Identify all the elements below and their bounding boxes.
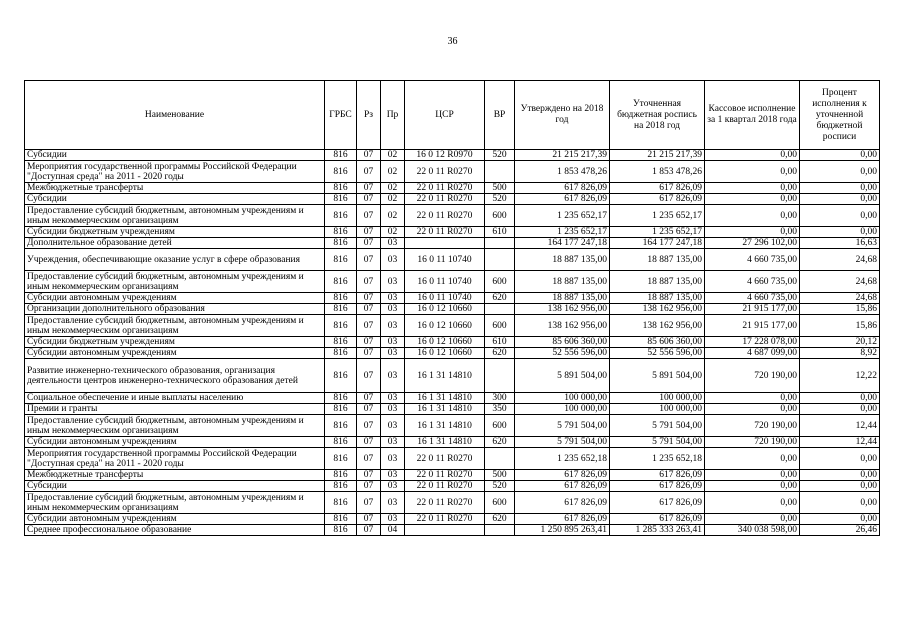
table-row: [25, 227, 880, 238]
cell-cash: 21 915 177,00: [705, 304, 800, 315]
cell-vr: 520: [485, 150, 515, 161]
cell-vr: 520: [485, 481, 515, 492]
cell-grbs: 816: [325, 525, 357, 536]
cell-rz: 07: [357, 161, 381, 183]
cell-csr: 22 0 11 R0270: [405, 470, 485, 481]
cell-revised: 5 791 504,00: [610, 415, 705, 437]
cell-approved: 5 891 504,00: [515, 359, 610, 393]
cell-revised: 617 826,09: [610, 481, 705, 492]
cell-grbs: 816: [325, 249, 357, 271]
cell-approved: 100 000,00: [515, 404, 610, 415]
cell-rz: 07: [357, 415, 381, 437]
cell-percent: 0,00: [800, 492, 880, 514]
cell-pr: 03: [381, 514, 405, 525]
header-revised: Уточненная бюджетная роспись на 2018 год: [610, 81, 705, 150]
cell-revised: 1 235 652,17: [610, 227, 705, 238]
cell-approved: 617 826,09: [515, 492, 610, 514]
cell-name: Предоставление субсидий бюджетным, автономным учреждениям и иным некоммерческим организациям: [25, 415, 325, 437]
cell-name: Премии и гранты: [25, 404, 325, 415]
cell-csr: 16 0 11 10740: [405, 271, 485, 293]
cell-rz: 07: [357, 437, 381, 448]
table-row: [25, 437, 880, 448]
cell-approved: 1 235 652,17: [515, 205, 610, 227]
cell-name: Развитие инженерно-технического образования, организация деятельности центров инженерно-технического образования детей: [25, 359, 325, 393]
cell-revised: 617 826,09: [610, 194, 705, 205]
cell-revised: 5 891 504,00: [610, 359, 705, 393]
cell-approved: 1 235 652,17: [515, 227, 610, 238]
table-row: [25, 348, 880, 359]
cell-grbs: 816: [325, 315, 357, 337]
cell-rz: 07: [357, 393, 381, 404]
cell-rz: 07: [357, 194, 381, 205]
cell-percent: 0,00: [800, 227, 880, 238]
cell-pr: 02: [381, 183, 405, 194]
cell-revised: 138 162 956,00: [610, 315, 705, 337]
cell-cash: 0,00: [705, 481, 800, 492]
cell-vr: 610: [485, 337, 515, 348]
cell-percent: 24,68: [800, 271, 880, 293]
cell-cash: 0,00: [705, 183, 800, 194]
table-row: [25, 315, 880, 337]
cell-cash: 4 660 735,00: [705, 293, 800, 304]
cell-csr: 16 0 12 10660: [405, 348, 485, 359]
cell-csr: 16 1 31 14810: [405, 404, 485, 415]
cell-percent: 0,00: [800, 183, 880, 194]
cell-pr: 03: [381, 492, 405, 514]
cell-vr: [485, 304, 515, 315]
cell-vr: 350: [485, 404, 515, 415]
cell-pr: 02: [381, 161, 405, 183]
cell-percent: 15,86: [800, 304, 880, 315]
cell-revised: 5 791 504,00: [610, 437, 705, 448]
cell-approved: 164 177 247,18: [515, 238, 610, 249]
cell-approved: 100 000,00: [515, 393, 610, 404]
table-row: [25, 205, 880, 227]
cell-vr: 600: [485, 271, 515, 293]
cell-vr: 600: [485, 315, 515, 337]
header-vr: ВР: [485, 81, 515, 150]
cell-percent: 12,22: [800, 359, 880, 393]
cell-rz: 07: [357, 271, 381, 293]
cell-vr: [485, 359, 515, 393]
cell-vr: 500: [485, 470, 515, 481]
table-row: [25, 293, 880, 304]
cell-csr: 16 0 12 10660: [405, 337, 485, 348]
table-row: [25, 404, 880, 415]
cell-rz: 07: [357, 293, 381, 304]
cell-grbs: 816: [325, 293, 357, 304]
cell-pr: 03: [381, 249, 405, 271]
cell-csr: 22 0 11 R0270: [405, 514, 485, 525]
cell-cash: 0,00: [705, 470, 800, 481]
cell-grbs: 816: [325, 492, 357, 514]
cell-pr: 03: [381, 293, 405, 304]
cell-revised: 617 826,09: [610, 492, 705, 514]
cell-revised: 52 556 596,00: [610, 348, 705, 359]
cell-approved: 18 887 135,00: [515, 271, 610, 293]
cell-pr: 03: [381, 415, 405, 437]
table-row: [25, 470, 880, 481]
cell-cash: 4 687 099,00: [705, 348, 800, 359]
cell-pr: 03: [381, 404, 405, 415]
cell-grbs: 816: [325, 415, 357, 437]
cell-rz: 07: [357, 514, 381, 525]
table-row: [25, 514, 880, 525]
cell-csr: 22 0 11 R0270: [405, 194, 485, 205]
cell-approved: 85 606 360,00: [515, 337, 610, 348]
cell-percent: 16,63: [800, 238, 880, 249]
cell-vr: [485, 249, 515, 271]
cell-vr: 620: [485, 348, 515, 359]
cell-name: Субсидии бюджетным учреждениям: [25, 227, 325, 238]
cell-csr: 16 1 31 14810: [405, 415, 485, 437]
cell-vr: 500: [485, 183, 515, 194]
cell-csr: 16 0 12 10660: [405, 304, 485, 315]
cell-name: Субсидии автономным учреждениям: [25, 348, 325, 359]
cell-revised: 18 887 135,00: [610, 249, 705, 271]
cell-grbs: 816: [325, 348, 357, 359]
cell-name: Предоставление субсидий бюджетным, автономным учреждениям и иным некоммерческим организациям: [25, 315, 325, 337]
cell-vr: 600: [485, 415, 515, 437]
cell-grbs: 816: [325, 404, 357, 415]
cell-revised: 21 215 217,39: [610, 150, 705, 161]
table-row: [25, 238, 880, 249]
cell-approved: 138 162 956,00: [515, 315, 610, 337]
cell-approved: 617 826,09: [515, 481, 610, 492]
cell-vr: 620: [485, 514, 515, 525]
cell-pr: 03: [381, 238, 405, 249]
cell-grbs: 816: [325, 161, 357, 183]
cell-grbs: 816: [325, 150, 357, 161]
cell-rz: 07: [357, 404, 381, 415]
cell-grbs: 816: [325, 448, 357, 470]
page-number: 36: [447, 36, 458, 47]
table-header-row: [25, 81, 880, 150]
cell-rz: 07: [357, 359, 381, 393]
cell-approved: 617 826,09: [515, 514, 610, 525]
table-row: [25, 525, 880, 536]
cell-pr: 03: [381, 359, 405, 393]
cell-vr: 300: [485, 393, 515, 404]
table-row: [25, 337, 880, 348]
cell-csr: 22 0 11 R0270: [405, 183, 485, 194]
table-row: [25, 271, 880, 293]
header-cash: Кассовое исполнение за 1 квартал 2018 года: [705, 81, 800, 150]
cell-vr: 610: [485, 227, 515, 238]
table-row: [25, 194, 880, 205]
cell-cash: 0,00: [705, 514, 800, 525]
cell-vr: 600: [485, 205, 515, 227]
cell-revised: 617 826,09: [610, 514, 705, 525]
cell-vr: [485, 525, 515, 536]
cell-approved: 138 162 956,00: [515, 304, 610, 315]
table-row: [25, 304, 880, 315]
table-row: [25, 415, 880, 437]
cell-percent: 0,00: [800, 481, 880, 492]
cell-approved: 1 853 478,26: [515, 161, 610, 183]
cell-approved: 21 215 217,39: [515, 150, 610, 161]
cell-pr: 03: [381, 348, 405, 359]
header-name: Наименование: [25, 81, 325, 150]
cell-pr: 02: [381, 227, 405, 238]
cell-revised: 100 000,00: [610, 393, 705, 404]
header-grbs: ГРБС: [325, 81, 357, 150]
cell-name: Среднее профессиональное образование: [25, 525, 325, 536]
cell-grbs: 816: [325, 337, 357, 348]
cell-rz: 07: [357, 470, 381, 481]
cell-cash: 0,00: [705, 404, 800, 415]
cell-percent: 24,68: [800, 249, 880, 271]
cell-name: Межбюджетные трансферты: [25, 470, 325, 481]
cell-cash: 720 190,00: [705, 415, 800, 437]
table-row: [25, 393, 880, 404]
cell-grbs: 816: [325, 227, 357, 238]
cell-grbs: 816: [325, 271, 357, 293]
table-body: [25, 150, 880, 536]
cell-cash: 720 190,00: [705, 359, 800, 393]
cell-pr: 03: [381, 315, 405, 337]
cell-rz: 07: [357, 227, 381, 238]
cell-vr: 620: [485, 437, 515, 448]
cell-grbs: 816: [325, 470, 357, 481]
cell-cash: 0,00: [705, 161, 800, 183]
cell-name: Субсидии бюджетным учреждениям: [25, 337, 325, 348]
cell-pr: 03: [381, 337, 405, 348]
table-row: [25, 150, 880, 161]
cell-grbs: 816: [325, 481, 357, 492]
cell-name: Межбюджетные трансферты: [25, 183, 325, 194]
cell-name: Субсидии автономным учреждениям: [25, 514, 325, 525]
cell-cash: 0,00: [705, 227, 800, 238]
cell-cash: 720 190,00: [705, 437, 800, 448]
cell-rz: 07: [357, 481, 381, 492]
cell-csr: 16 1 31 14810: [405, 359, 485, 393]
cell-cash: 0,00: [705, 393, 800, 404]
cell-cash: 0,00: [705, 150, 800, 161]
cell-pr: 02: [381, 150, 405, 161]
cell-vr: [485, 448, 515, 470]
cell-percent: 0,00: [800, 448, 880, 470]
cell-percent: 12,44: [800, 415, 880, 437]
cell-vr: 620: [485, 293, 515, 304]
cell-percent: 0,00: [800, 404, 880, 415]
cell-name: Субсидии автономным учреждениям: [25, 293, 325, 304]
cell-revised: 138 162 956,00: [610, 304, 705, 315]
cell-csr: 22 0 11 R0270: [405, 492, 485, 514]
cell-csr: 16 1 31 14810: [405, 437, 485, 448]
cell-pr: 02: [381, 194, 405, 205]
cell-name: Социальное обеспечение и иные выплаты населению: [25, 393, 325, 404]
cell-csr: 22 0 11 R0270: [405, 161, 485, 183]
cell-grbs: 816: [325, 205, 357, 227]
cell-rz: 07: [357, 337, 381, 348]
cell-approved: 1 250 895 263,41: [515, 525, 610, 536]
cell-revised: 1 853 478,26: [610, 161, 705, 183]
cell-csr: 16 0 11 10740: [405, 293, 485, 304]
cell-cash: 340 038 598,00: [705, 525, 800, 536]
cell-csr: 16 0 12 10660: [405, 315, 485, 337]
cell-rz: 07: [357, 348, 381, 359]
table-row: [25, 249, 880, 271]
header-csr: ЦСР: [405, 81, 485, 150]
cell-vr: 520: [485, 194, 515, 205]
cell-pr: 04: [381, 525, 405, 536]
cell-percent: 15,86: [800, 315, 880, 337]
cell-grbs: 816: [325, 238, 357, 249]
cell-percent: 0,00: [800, 205, 880, 227]
cell-pr: 03: [381, 448, 405, 470]
cell-name: Предоставление субсидий бюджетным, автономным учреждениям и иным некоммерческим организациям: [25, 492, 325, 514]
cell-name: Субсидии: [25, 150, 325, 161]
cell-cash: 4 660 735,00: [705, 271, 800, 293]
cell-percent: 26,46: [800, 525, 880, 536]
cell-rz: 07: [357, 525, 381, 536]
cell-approved: 52 556 596,00: [515, 348, 610, 359]
cell-csr: 22 0 11 R0270: [405, 481, 485, 492]
cell-revised: 18 887 135,00: [610, 293, 705, 304]
cell-cash: 27 296 102,00: [705, 238, 800, 249]
cell-name: Предоставление субсидий бюджетным, автономным учреждениям и иным некоммерческим организациям: [25, 271, 325, 293]
cell-name: Субсидии автономным учреждениям: [25, 437, 325, 448]
cell-pr: 03: [381, 437, 405, 448]
table-row: [25, 161, 880, 183]
cell-percent: 12,44: [800, 437, 880, 448]
cell-rz: 07: [357, 238, 381, 249]
cell-revised: 1 235 652,18: [610, 448, 705, 470]
cell-cash: 0,00: [705, 492, 800, 514]
cell-percent: 0,00: [800, 150, 880, 161]
cell-csr: [405, 238, 485, 249]
table-row: [25, 481, 880, 492]
cell-revised: 617 826,09: [610, 183, 705, 194]
cell-percent: 0,00: [800, 393, 880, 404]
cell-approved: 617 826,09: [515, 183, 610, 194]
cell-approved: 617 826,09: [515, 470, 610, 481]
cell-cash: 0,00: [705, 448, 800, 470]
cell-cash: 0,00: [705, 205, 800, 227]
cell-approved: 5 791 504,00: [515, 437, 610, 448]
cell-approved: 18 887 135,00: [515, 293, 610, 304]
cell-pr: 03: [381, 304, 405, 315]
cell-approved: 5 791 504,00: [515, 415, 610, 437]
cell-percent: 0,00: [800, 161, 880, 183]
cell-revised: 85 606 360,00: [610, 337, 705, 348]
cell-grbs: 816: [325, 359, 357, 393]
cell-vr: 600: [485, 492, 515, 514]
cell-name: Учреждения, обеспечивающие оказание услуг в сфере образования: [25, 249, 325, 271]
cell-revised: 164 177 247,18: [610, 238, 705, 249]
header-approved: Утверждено на 2018 год: [515, 81, 610, 150]
cell-grbs: 816: [325, 183, 357, 194]
cell-revised: 100 000,00: [610, 404, 705, 415]
cell-percent: 0,00: [800, 470, 880, 481]
cell-rz: 07: [357, 304, 381, 315]
cell-name: Мероприятия государственной программы Российской Федерации "Доступная среда" на 2011 - 2020 годы: [25, 448, 325, 470]
cell-name: Субсидии: [25, 194, 325, 205]
cell-pr: 03: [381, 393, 405, 404]
cell-cash: 17 228 078,00: [705, 337, 800, 348]
cell-percent: 0,00: [800, 194, 880, 205]
cell-csr: 22 0 11 R0270: [405, 227, 485, 238]
cell-cash: 4 660 735,00: [705, 249, 800, 271]
cell-name: Дополнительное образование детей: [25, 238, 325, 249]
cell-csr: 22 0 11 R0270: [405, 448, 485, 470]
cell-approved: 617 826,09: [515, 194, 610, 205]
header-pr: Пр: [381, 81, 405, 150]
cell-csr: 16 0 11 10740: [405, 249, 485, 271]
cell-name: Организации дополнительного образования: [25, 304, 325, 315]
budget-table: [24, 80, 880, 536]
cell-csr: 16 1 31 14810: [405, 393, 485, 404]
cell-cash: 21 915 177,00: [705, 315, 800, 337]
cell-name: Мероприятия государственной программы Российской Федерации "Доступная среда" на 2011 - 2020 годы: [25, 161, 325, 183]
header-rz: Рз: [357, 81, 381, 150]
cell-percent: 0,00: [800, 514, 880, 525]
cell-grbs: 816: [325, 437, 357, 448]
cell-grbs: 816: [325, 393, 357, 404]
cell-percent: 20,12: [800, 337, 880, 348]
cell-pr: 03: [381, 481, 405, 492]
cell-grbs: 816: [325, 194, 357, 205]
header-percent: Процент исполнения к уточненной бюджетной росписи: [800, 81, 880, 150]
cell-rz: 07: [357, 150, 381, 161]
cell-rz: 07: [357, 492, 381, 514]
cell-pr: 03: [381, 271, 405, 293]
cell-pr: 03: [381, 470, 405, 481]
cell-csr: 16 0 12 R0970: [405, 150, 485, 161]
cell-approved: 18 887 135,00: [515, 249, 610, 271]
cell-revised: 617 826,09: [610, 470, 705, 481]
table-row: [25, 492, 880, 514]
cell-percent: 24,68: [800, 293, 880, 304]
cell-vr: [485, 161, 515, 183]
cell-percent: 8,92: [800, 348, 880, 359]
cell-rz: 07: [357, 448, 381, 470]
cell-vr: [485, 238, 515, 249]
cell-name: Предоставление субсидий бюджетным, автономным учреждениям и иным некоммерческим организациям: [25, 205, 325, 227]
cell-revised: 1 235 652,17: [610, 205, 705, 227]
table-row: [25, 359, 880, 393]
cell-revised: 1 285 333 263,41: [610, 525, 705, 536]
cell-csr: 22 0 11 R0270: [405, 205, 485, 227]
table-row: [25, 448, 880, 470]
cell-pr: 02: [381, 205, 405, 227]
cell-grbs: 816: [325, 304, 357, 315]
cell-grbs: 816: [325, 514, 357, 525]
cell-approved: 1 235 652,18: [515, 448, 610, 470]
table-row: [25, 183, 880, 194]
cell-revised: 18 887 135,00: [610, 271, 705, 293]
cell-name: Субсидии: [25, 481, 325, 492]
cell-cash: 0,00: [705, 194, 800, 205]
cell-rz: 07: [357, 249, 381, 271]
cell-rz: 07: [357, 315, 381, 337]
cell-rz: 07: [357, 205, 381, 227]
cell-rz: 07: [357, 183, 381, 194]
cell-csr: [405, 525, 485, 536]
